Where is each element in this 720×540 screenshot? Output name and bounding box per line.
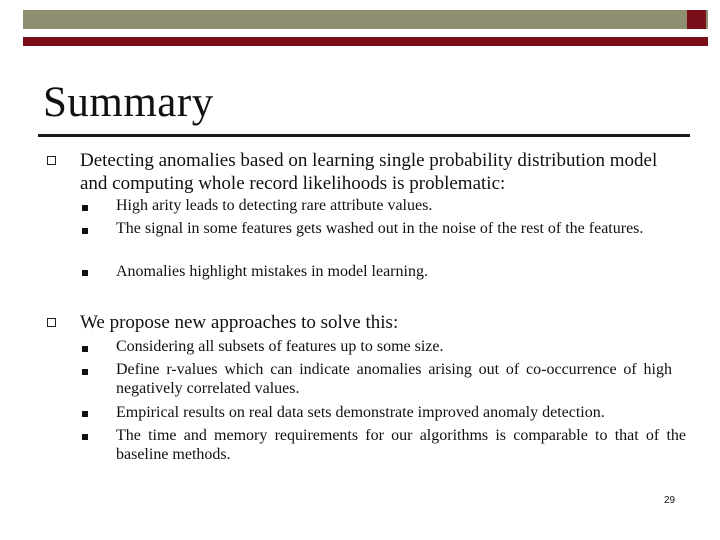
square-bullet-icon	[47, 156, 56, 165]
sub-bullet-1-1: High arity leads to detecting rare attribute values.	[116, 197, 433, 214]
square-bullet-icon	[82, 434, 88, 440]
slide-title: Summary	[43, 79, 214, 126]
sub-bullet-1-3: Anomalies highlight mistakes in model learning.	[116, 263, 428, 280]
title-underline	[38, 134, 690, 137]
sub-bullet-2-1: Considering all subsets of features up to some size.	[116, 338, 444, 355]
header-maroon-bar	[23, 37, 708, 46]
square-bullet-icon	[82, 346, 88, 352]
sub-bullet-1-2: The signal in some features gets washed out in the noise of the rest of the features.	[116, 220, 644, 237]
header-square-accent	[687, 10, 706, 29]
header-decoration	[23, 10, 708, 38]
square-bullet-icon	[82, 369, 88, 375]
sub-bullet-2-4: The time and memory requirements for our algorithms is comparable to that of the baseline methods.	[116, 427, 686, 463]
square-bullet-icon	[47, 318, 56, 327]
square-bullet-icon	[82, 228, 88, 234]
square-bullet-icon	[82, 411, 88, 417]
sub-bullet-2-3: Empirical results on real data sets demonstrate improved anomaly detection.	[116, 404, 605, 421]
header-olive-bar	[23, 10, 708, 29]
bullet-2-text: We propose new approaches to solve this:	[80, 312, 399, 333]
bullet-1-text: Detecting anomalies based on learning single probability distribution model and computing whole record likelihoods is problematic:	[80, 150, 658, 194]
square-bullet-icon	[82, 270, 88, 276]
square-bullet-icon	[82, 205, 88, 211]
page-number: 29	[664, 495, 676, 506]
sub-bullet-2-2: Define r-values which can indicate anomalies arising out of co-occurrence of high negatively correlated values.	[116, 361, 672, 397]
